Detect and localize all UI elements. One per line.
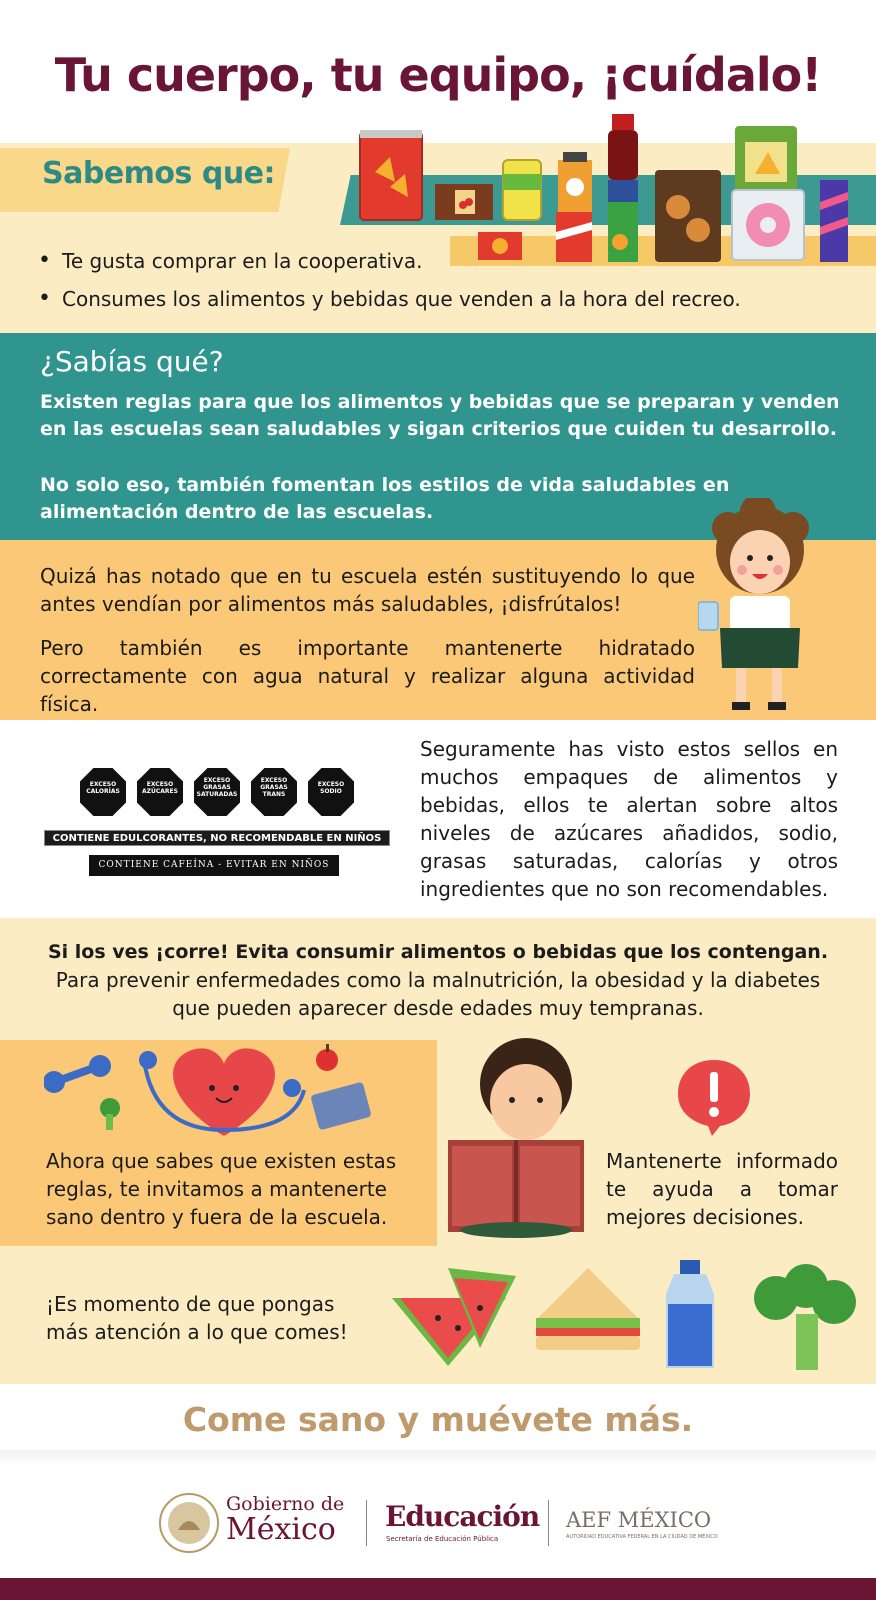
seal-sodio bbox=[307, 767, 355, 817]
mexico-label: México bbox=[226, 1512, 336, 1547]
seal-label: EXCESO SODIO bbox=[317, 781, 345, 795]
chips-bag-icon bbox=[360, 130, 422, 220]
seal-azucares bbox=[136, 767, 184, 817]
donut-box-icon bbox=[732, 190, 804, 260]
quiza-paragraph-1: Quizá has notado que en tu escuela estén sustituyendo lo que antes vendían por alimentos más saludables, ¡disfrútalos! bbox=[40, 564, 695, 616]
sellos-paragraph: Seguramente has visto estos sellos en muchos empaques de alimentos y bebidas, ellos te alertan sobre altos niveles de azúcares añadidos, sodio, grasas saturadas, calorías y otros ingredientes que no son recomendables. bbox=[420, 737, 838, 901]
sabemos-heading: Sabemos que: bbox=[42, 156, 276, 191]
apple-icon bbox=[316, 1044, 338, 1071]
slogan: Come sano y muévete más. bbox=[182, 1400, 694, 1439]
sandwich-icon bbox=[536, 1268, 640, 1350]
corre-bold-text: Si los ves ¡corre! Evita consumir alimentos o bebidas que los contengan. bbox=[47, 941, 829, 963]
seal-calorias bbox=[79, 767, 127, 817]
sabias-paragraph-2: No solo eso, también fomentan los estilos de vida saludables en alimentación dentro de las escuelas. bbox=[40, 474, 730, 523]
gobierno-label: Gobierno de bbox=[226, 1493, 345, 1515]
heart-fitness-illustration bbox=[44, 1030, 384, 1140]
lunchbox-icon bbox=[310, 1082, 371, 1131]
healthy-food-illustration bbox=[388, 1258, 868, 1374]
broccoli-icon bbox=[754, 1264, 856, 1370]
broccoli-icon bbox=[100, 1098, 120, 1130]
list-item: • Te gusta comprar en la cooperativa. bbox=[38, 242, 741, 280]
momento-text: ¡Es momento de que pongas más atención a lo que comes! bbox=[46, 1292, 348, 1344]
coat-of-arms-icon bbox=[158, 1492, 220, 1554]
sabias-paragraph-1: Existen reglas para que los alimentos y bebidas que se preparan y venden en las escuelas sean saludables y sigan criterios que cuiden tu desarrollo. bbox=[40, 391, 840, 440]
seal-label: EXCESO GRASAS SATURADAS bbox=[196, 777, 238, 798]
seal-label: EXCESO AZÚCARES bbox=[142, 781, 178, 795]
seal-grasas-trans bbox=[250, 767, 298, 817]
educacion-title: Educación bbox=[385, 1500, 540, 1533]
cola-bottle-icon bbox=[608, 114, 638, 262]
seal-grasas-saturadas bbox=[193, 767, 241, 817]
quiza-paragraph-2: Pero también es importante mantenerte hidratado correctamente con agua natural y realizar alguna actividad física. bbox=[40, 636, 695, 716]
aef-subtitle: AUTORIDAD EDUCATIVA FEDERAL EN LA CIUDAD DE MÉXICO bbox=[566, 1534, 718, 1540]
reglas-right-text: Mantenerte informado te ayuda a tomar mejores decisiones. bbox=[606, 1149, 838, 1229]
cafeina-label: CONTIENE CAFEÍNA - EVITAR EN NIÑOS bbox=[89, 855, 339, 876]
water-bottle-icon bbox=[666, 1260, 714, 1368]
list-item: • Consumes los alimentos y bebidas que venden a la hora del recreo. bbox=[38, 280, 741, 318]
divider bbox=[366, 1500, 367, 1546]
aef-title: AEF MÉXICO bbox=[566, 1508, 712, 1532]
watermelon-icon bbox=[392, 1268, 516, 1366]
corre-text: Para prevenir enfermedades como la malnutrición, la obesidad y la diabetes que pueden aparecer desde edades muy tempranas. bbox=[55, 968, 821, 1020]
educacion-subtitle: Secretaría de Educación Pública bbox=[386, 1535, 499, 1543]
alert-icon bbox=[676, 1058, 752, 1138]
dumbbell-icon bbox=[44, 1055, 111, 1093]
page-title: Tu cuerpo, tu equipo, ¡cuídalo! bbox=[54, 48, 822, 102]
sabemos-bullets bbox=[38, 242, 741, 318]
snack-bar-icon bbox=[820, 180, 848, 262]
edulcorantes-label: CONTIENE EDULCORANTES, NO RECOMENDABLE EN NIÑOS bbox=[44, 830, 390, 846]
seal-label: EXCESO CALORÍAS bbox=[86, 781, 120, 795]
reglas-left-text: Ahora que sabes que existen estas reglas, te invitamos a mantenerte sano dentro y fuera de la escuela. bbox=[46, 1149, 397, 1229]
seal-label: EXCESO GRASAS TRANS bbox=[260, 777, 288, 798]
soda-can-icon bbox=[503, 160, 541, 220]
divider bbox=[548, 1500, 549, 1546]
sabias-heading: ¿Sabías qué? bbox=[40, 345, 224, 378]
bottom-bar bbox=[0, 1578, 876, 1600]
girl-with-water-illustration bbox=[698, 498, 820, 720]
boy-reading-illustration bbox=[448, 1034, 598, 1238]
candy-bar-icon bbox=[435, 184, 493, 220]
